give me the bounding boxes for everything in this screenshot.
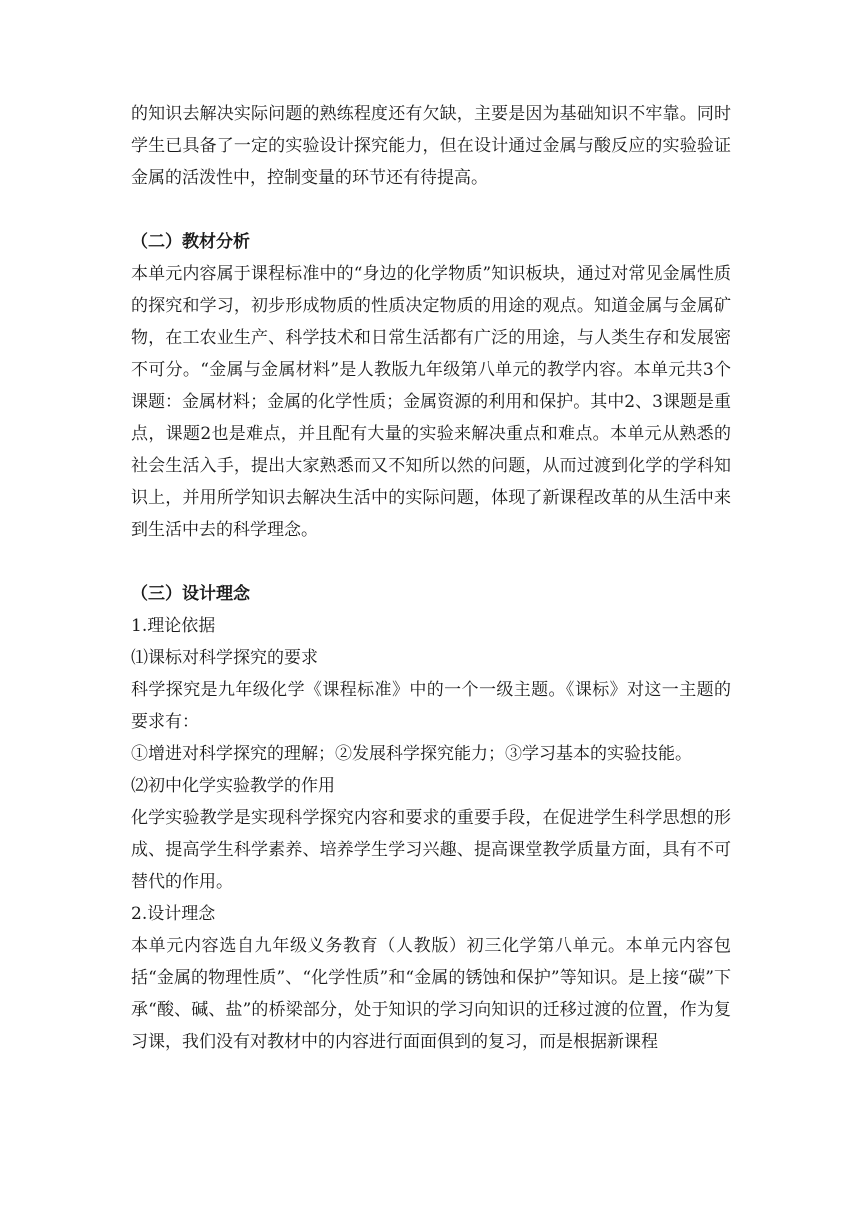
teaching-material-paragraph: 本单元内容属于课程标准中的“身边的化学物质”知识板块，通过对常见金属性质的探究和学习，初步形成物质的性质决定物质的用途的观点。知道金属与金属矿物，在工农业生产、科学技术和日常生活都有广泛的用途，与人类生存和发展密不可分。“金属与金属材料”是人教版九年级第八单元的教学内容。本单元共3个课题：金属材料；金属的化学性质；金属资源的利用和保护。其中2、3课题是重点，课题2也是难点，并且配有大量的实验来解决重点和难点。本单元从熟悉的社会生活入手，提出大家熟悉而又不知所以然的问题，从而过渡到化学的学科知识上，并用所学知识去解决生活中的实际问题，体现了新课程改革的从生活中来到生活中去的科学理念。 bbox=[131, 264, 731, 540]
section-heading-teaching-material: （二）教材分析 bbox=[131, 232, 250, 252]
section-heading-design-concept: （三）设计理念 bbox=[131, 584, 250, 604]
design-concept-paragraph: 本单元内容选自九年级义务教育（人教版）初三化学第八单元。本单元内容包括“金属的物理性质”、“化学性质”和“金属的锈蚀和保护”等知识。是上接“碳”下承“酸、碱、盐”的桥梁部分，处于知识的学习向知识的迁移过渡的位置，作为复习课，我们没有对教材中的内容进行面面俱到的复习，而是根据新课程 bbox=[131, 936, 731, 1052]
experiment-teaching-paragraph: 化学实验教学是实现科学探究内容和要求的重要手段，在促进学生科学思想的形成、提高学生科学素养、培养学生学习兴趣、提高课堂教学质量方面，具有不可替代的作用。 bbox=[131, 808, 731, 892]
subheading-design-concept: 2.设计理念 bbox=[131, 904, 216, 924]
curriculum-list: ①增进对科学探究的理解；②发展科学探究能力；③学习基本的实验技能。 bbox=[131, 744, 692, 764]
subheading-theory-basis: 1.理论依据 bbox=[131, 616, 216, 636]
document-body bbox=[131, 98, 731, 1058]
spacer bbox=[131, 546, 731, 578]
spacer bbox=[131, 194, 731, 226]
curriculum-paragraph: 科学探究是九年级化学《课程标准》中的一个一级主题。《课标》对这一主题的要求有： bbox=[131, 680, 731, 732]
item-title-experiment-teaching: ⑵初中化学实验教学的作用 bbox=[131, 776, 335, 796]
intro-paragraph: 的知识去解决实际问题的熟练程度还有欠缺，主要是因为基础知识不牢靠。同时学生已具备了一定的实验设计探究能力，但在设计通过金属与酸反应的实验验证金属的活泼性中，控制变量的环节还有待提高。 bbox=[131, 104, 731, 188]
item-title-curriculum-requirements: ⑴课标对科学探究的要求 bbox=[131, 648, 318, 668]
